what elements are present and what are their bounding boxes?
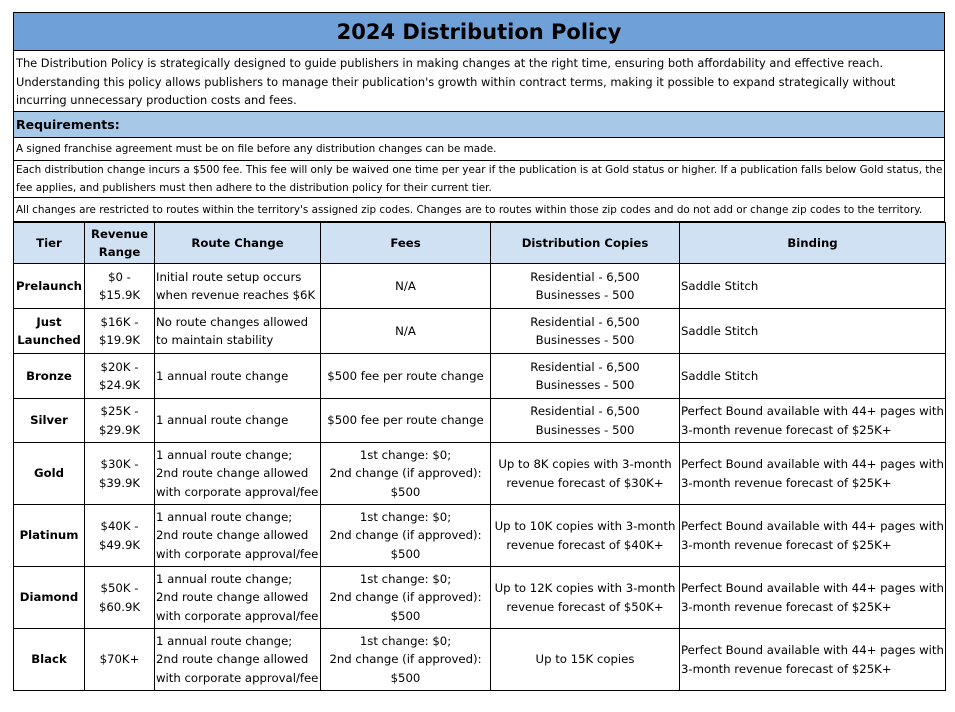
- requirement-item: A signed franchise agreement must be on file before any distribution changes can be made.: [13, 138, 945, 161]
- cell-binding: Saddle Stitch: [680, 309, 946, 354]
- header-route: Route Change: [155, 223, 321, 264]
- header-tier: Tier: [14, 223, 85, 264]
- cell-fees: N/A: [321, 309, 491, 354]
- cell-revenue: $0 - $15.9K: [85, 264, 155, 309]
- table-row: [14, 505, 946, 567]
- cell-route-change: 1 annual route change; 2nd route change allowed with corporate approval/fee: [155, 505, 321, 567]
- cell-route-change: 1 annual route change: [155, 354, 321, 399]
- cell-tier: Bronze: [14, 354, 85, 399]
- cell-binding: Perfect Bound available with 44+ pages with 3-month revenue forecast of $25K+: [680, 567, 946, 629]
- header-fees: Fees: [321, 223, 491, 264]
- cell-revenue: $50K - $60.9K: [85, 567, 155, 629]
- cell-copies: Residential - 6,500 Businesses - 500: [491, 354, 680, 399]
- requirement-item: All changes are restricted to routes within the territory's assigned zip codes. Changes are to routes within those zip codes and do not add or change zip codes to the territory.: [13, 198, 945, 222]
- cell-binding: Saddle Stitch: [680, 354, 946, 399]
- cell-tier: Black: [14, 629, 85, 691]
- cell-tier: Just Launched: [14, 309, 85, 354]
- requirement-item: Each distribution change incurs a $500 fee. This fee will only be waived one time per year if the publication is at Gold status or higher. If a publication falls below Gold status, the fee applies, and publishers must then adhere to the distribution policy for their current tier.: [13, 161, 945, 198]
- cell-copies: Up to 10K copies with 3-month revenue forecast of $40K+: [491, 505, 680, 567]
- intro-paragraph: The Distribution Policy is strategically designed to guide publishers in making changes at the right time, ensuring both affordability and effective reach. Understanding this policy allows publishers to manage their publication's growth within contract terms, making it possible to expand strategically without incurring unnecessary production costs and fees.: [13, 51, 945, 112]
- cell-binding: Perfect Bound available with 44+ pages with 3-month revenue forecast of $25K+: [680, 443, 946, 505]
- cell-revenue: $30K - $39.9K: [85, 443, 155, 505]
- table-header-row: [14, 223, 946, 264]
- cell-fees: 1st change: $0; 2nd change (if approved): $500: [321, 567, 491, 629]
- table-row: [14, 309, 946, 354]
- cell-copies: Up to 15K copies: [491, 629, 680, 691]
- page-title: 2024 Distribution Policy: [13, 12, 945, 51]
- cell-revenue: $40K - $49.9K: [85, 505, 155, 567]
- cell-tier: Gold: [14, 443, 85, 505]
- cell-copies: Residential - 6,500 Businesses - 500: [491, 399, 680, 443]
- cell-revenue: $20K - $24.9K: [85, 354, 155, 399]
- cell-binding: Saddle Stitch: [680, 264, 946, 309]
- table-row: [14, 567, 946, 629]
- table-row: [14, 354, 946, 399]
- cell-revenue: $25K - $29.9K: [85, 399, 155, 443]
- table-row: [14, 264, 946, 309]
- header-copies: Distribution Copies: [491, 223, 680, 264]
- cell-revenue: $16K - $19.9K: [85, 309, 155, 354]
- cell-fees: 1st change: $0; 2nd change (if approved): $500: [321, 505, 491, 567]
- cell-copies: Up to 12K copies with 3-month revenue forecast of $50K+: [491, 567, 680, 629]
- requirements-heading: Requirements:: [13, 112, 945, 138]
- cell-fees: $500 fee per route change: [321, 354, 491, 399]
- cell-tier: Platinum: [14, 505, 85, 567]
- cell-copies: Residential - 6,500 Businesses - 500: [491, 264, 680, 309]
- tier-table: [13, 222, 946, 691]
- cell-fees: N/A: [321, 264, 491, 309]
- cell-route-change: 1 annual route change; 2nd route change allowed with corporate approval/fee: [155, 629, 321, 691]
- cell-fees: 1st change: $0; 2nd change (if approved): $500: [321, 629, 491, 691]
- cell-fees: $500 fee per route change: [321, 399, 491, 443]
- cell-tier: Prelaunch: [14, 264, 85, 309]
- cell-revenue: $70K+: [85, 629, 155, 691]
- cell-route-change: No route changes allowed to maintain stability: [155, 309, 321, 354]
- cell-copies: Up to 8K copies with 3-month revenue forecast of $30K+: [491, 443, 680, 505]
- cell-route-change: Initial route setup occurs when revenue reaches $6K: [155, 264, 321, 309]
- cell-fees: 1st change: $0; 2nd change (if approved): $500: [321, 443, 491, 505]
- cell-tier: Silver: [14, 399, 85, 443]
- cell-route-change: 1 annual route change; 2nd route change allowed with corporate approval/fee: [155, 567, 321, 629]
- cell-copies: Residential - 6,500 Businesses - 500: [491, 309, 680, 354]
- cell-tier: Diamond: [14, 567, 85, 629]
- cell-binding: Perfect Bound available with 44+ pages with 3-month revenue forecast of $25K+: [680, 629, 946, 691]
- header-binding: Binding: [680, 223, 946, 264]
- table-row: [14, 399, 946, 443]
- cell-route-change: 1 annual route change: [155, 399, 321, 443]
- cell-route-change: 1 annual route change; 2nd route change allowed with corporate approval/fee: [155, 443, 321, 505]
- table-row: [14, 443, 946, 505]
- policy-sheet: [13, 12, 945, 691]
- cell-binding: Perfect Bound available with 44+ pages with 3-month revenue forecast of $25K+: [680, 399, 946, 443]
- table-row: [14, 629, 946, 691]
- header-revenue: Revenue Range: [85, 223, 155, 264]
- cell-binding: Perfect Bound available with 44+ pages with 3-month revenue forecast of $25K+: [680, 505, 946, 567]
